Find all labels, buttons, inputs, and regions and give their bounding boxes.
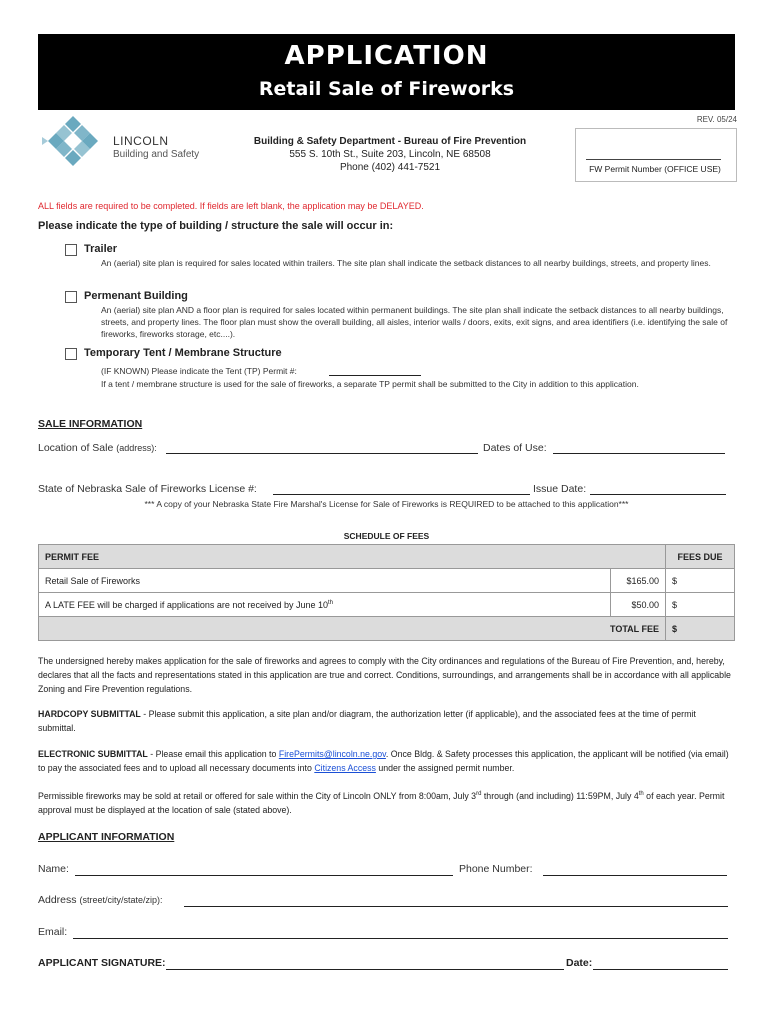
- license-label: State of Nebraska Sale of Fireworks License #:: [38, 483, 257, 495]
- revision-label: REV. 05/24: [696, 115, 737, 124]
- logo-name: LINCOLN: [113, 134, 169, 148]
- phone-field[interactable]: [543, 875, 727, 876]
- fee-due-cell[interactable]: $: [666, 593, 735, 617]
- table-row: [39, 593, 735, 617]
- electronic-paragraph: ELECTRONIC SUBMITTAL - Please email this application to FirePermits@lincoln.ne.gov. Once Bldg. & Safety processes this application, the applicant will be notified (via email) to pay the associated fees and to upload all necessary documents into Citizens Access under the assigned permit number.: [38, 749, 729, 773]
- fees-due-header: FEES DUE: [666, 545, 735, 569]
- fees-table: [38, 544, 735, 641]
- issue-date-field[interactable]: [590, 494, 726, 495]
- logo-subtitle: Building and Safety: [113, 149, 200, 160]
- issue-date-label: Issue Date:: [533, 483, 587, 495]
- fee-name: A LATE FEE will be charged if applications are not received by June 10th: [39, 593, 611, 617]
- dates-label: Dates of Use:: [483, 442, 547, 454]
- required-note: ALL fields are required to be completed. If fields are left blank, the application may be DELAYED.: [38, 201, 424, 211]
- email-field[interactable]: [73, 938, 728, 939]
- address-field[interactable]: [184, 906, 728, 907]
- fee-due-cell[interactable]: $: [666, 569, 735, 593]
- permanent-building-label: Permenant Building: [84, 290, 188, 302]
- citizens-access-link[interactable]: Citizens Access: [314, 763, 376, 773]
- name-field[interactable]: [75, 875, 453, 876]
- total-row: [39, 617, 735, 641]
- permanent-building-checkbox[interactable]: [65, 291, 77, 303]
- department-name: Building & Safety Department - Bureau of Fire Prevention: [253, 136, 527, 147]
- department-phone: Phone (402) 441-7521: [339, 162, 441, 173]
- trailer-checkbox[interactable]: [65, 244, 77, 256]
- hardcopy-label: HARDCOPY SUBMITTAL: [38, 709, 141, 719]
- department-address: 555 S. 10th St., Suite 203, Lincoln, NE 68508: [289, 149, 491, 160]
- building-question: Please indicate the type of building / structure the sale will occur in:: [38, 220, 394, 232]
- permit-number-label: FW Permit Number (OFFICE USE): [589, 164, 721, 174]
- tent-checkbox[interactable]: [65, 348, 77, 360]
- page-title: APPLICATION: [284, 41, 489, 71]
- tent-label: Temporary Tent / Membrane Structure: [84, 347, 282, 359]
- permissible-notice: Permissible fireworks may be sold at retail or offered for sale within the City of Lincoln ONLY from 8:00am, July 3rd through (and including) 11:59PM, July 4th of each year. Permit approval must be displayed at the location of sale (stated above).: [38, 790, 725, 815]
- location-field[interactable]: [166, 453, 478, 454]
- sale-info-heading: SALE INFORMATION: [38, 418, 143, 430]
- dates-field[interactable]: [553, 453, 725, 454]
- license-field[interactable]: [273, 494, 530, 495]
- page-subtitle: Retail Sale of Fireworks: [258, 78, 515, 100]
- fee-amount: $165.00: [611, 569, 666, 593]
- hardcopy-paragraph: HARDCOPY SUBMITTAL - Please submit this application, a site plan and/or diagram, the authorization letter (if applicable), and the associated fees at the time of permit submittal.: [38, 709, 696, 733]
- fees-title: SCHEDULE OF FEES: [343, 531, 430, 541]
- electronic-label: ELECTRONIC SUBMITTAL: [38, 749, 148, 759]
- applicant-heading: APPLICANT INFORMATION: [38, 831, 175, 843]
- table-row: [39, 569, 735, 593]
- trailer-label: Trailer: [84, 243, 118, 255]
- email-label: Email:: [38, 926, 68, 938]
- name-label: Name:: [38, 863, 69, 875]
- fees-header-row: [39, 545, 735, 569]
- declaration-text: The undersigned hereby makes application for the sale of fireworks and agrees to comply with the City ordinances and regulations of the Bureau of Fire Prevention, and, hereby, declares that all the facts and representations stated in this application are true and correct. Conditions, surroundings, and arrangements shall be in accordance with all applicable Zoning and Fire Prevention regulations.: [38, 656, 731, 694]
- trailer-description: An (aerial) site plan is required for sales located within trailers. The site plan shall indicate the setback distances to all nearby buildings, streets, and property lines.: [101, 258, 711, 268]
- signature-field[interactable]: [166, 969, 564, 970]
- tent-description: If a tent / membrane structure is used for the sale of fireworks, a separate TP permit shall be submitted to the City in addition to this application.: [101, 379, 639, 389]
- permit-fee-header: PERMIT FEE: [39, 545, 666, 569]
- email-link[interactable]: FirePermits@lincoln.ne.gov: [278, 749, 386, 759]
- title-banner: [38, 34, 735, 110]
- tent-permit-field[interactable]: [329, 375, 421, 376]
- location-label: Location of Sale (address):: [38, 442, 157, 454]
- fee-amount: $50.00: [611, 593, 666, 617]
- department-block: [230, 135, 550, 174]
- tent-permit-prompt: (IF KNOWN) Please indicate the Tent (TP) Permit #:: [101, 366, 297, 376]
- total-due-cell[interactable]: $: [666, 617, 735, 641]
- phone-label: Phone Number:: [459, 863, 533, 875]
- permanent-building-description: An (aerial) site plan AND a floor plan is required for sales located within permanent buildings. The site plan shall indicate the setback distances to all nearby buildings, streets, and property lines. The floor plan must show the overall building, all aisles, interior walls / doors, exits, exit signs, and area identifiers (i.e. identifying the sale of fireworks, fireworks storage, etc....).: [101, 305, 728, 339]
- fee-name: Retail Sale of Fireworks: [39, 569, 611, 593]
- address-label: Address (street/city/state/zip):: [38, 894, 163, 906]
- signature-date-label: Date:: [566, 957, 593, 969]
- license-note: *** A copy of your Nebraska State Fire Marshal's License for Sale of Fireworks is REQUIRED to be attached to this application***: [144, 499, 629, 509]
- signature-label: APPLICANT SIGNATURE:: [38, 957, 166, 969]
- signature-date-field[interactable]: [593, 969, 728, 970]
- lincoln-logo-icon: [40, 116, 106, 166]
- permit-number-field[interactable]: [586, 159, 721, 160]
- total-label: TOTAL FEE: [39, 617, 666, 641]
